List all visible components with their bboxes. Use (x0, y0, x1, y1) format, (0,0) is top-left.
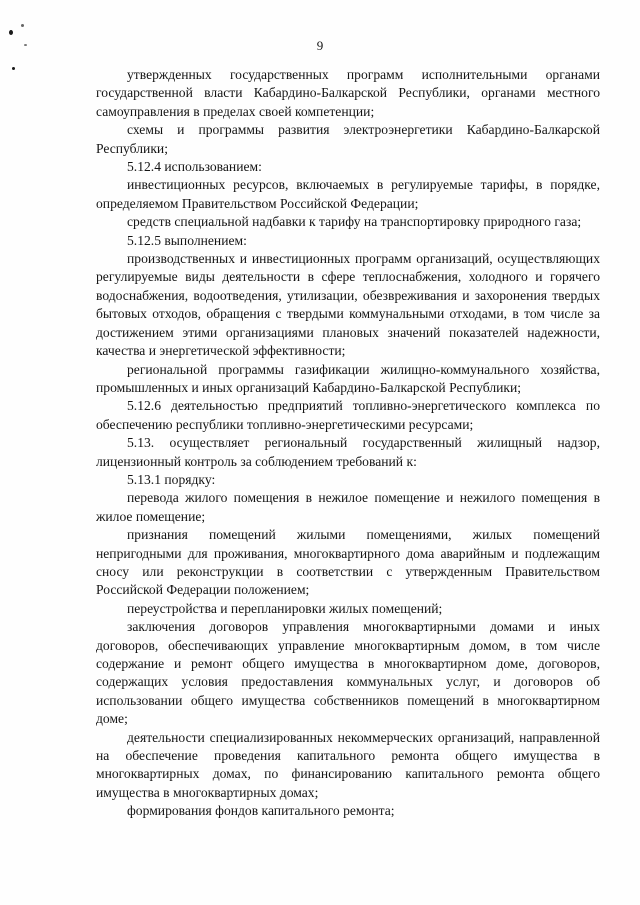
paragraph: утвержденных государственных программ исполнительными органами государственной власти Кабардино-Балкарской Республики, органами местного самоуправления в пределах своей компетенции; (96, 67, 600, 119)
scan-artifact-dot (21, 24, 24, 27)
document-body (96, 66, 600, 821)
paragraph: перевода жилого помещения в нежилое помещение и нежилого помещения в жилое помещение; (96, 490, 600, 524)
paragraph: 5.12.5 выполнением: (127, 232, 247, 248)
paragraph: 5.13.1 порядку: (127, 471, 216, 487)
paragraph: региональной программы газификации жилищно-коммунального хозяйства, промышленных и иных организаций Кабардино-Балкарской Республики; (96, 361, 600, 395)
paragraph: производственных и инвестиционных программ организаций, осуществляющих регулируемые виды деятельности в сфере теплоснабжения, холодного и горячего водоснабжения, водоотведения, утилизации, обезвреживания и захоронения твердых бытовых отходов, обращения с твердыми коммунальными отходами, в том числе за достижением этими организациями плановых значений показателей надежности, качества и энергетической эффективности; (96, 251, 600, 359)
paragraph: переустройства и перепланировки жилых помещений; (127, 600, 443, 616)
paragraph: 5.13. осуществляет региональный государственный жилищный надзор, лицензионный контроль за соблюдением требований к: (96, 435, 600, 469)
page-number: 9 (316, 38, 324, 53)
scan-artifact-dot (12, 67, 15, 70)
paragraph: средств специальной надбавки к тарифу на транспортировку природного газа; (127, 214, 582, 230)
paragraph: заключения договоров управления многоквартирными домами и иных договоров, обеспечивающих управление многоквартирным домом, в том числе содержание и ремонт общего имущества в многоквартирном доме, договоров, содержащих условия предоставления коммунальных услуг, и договоров об использовании общего имущества собственников помещений в многоквартирном доме; (96, 619, 600, 727)
paragraph: формирования фондов капитального ремонта; (127, 803, 395, 819)
paragraph: признания помещений жилыми помещениями, жилых помещений непригодными для проживания, многоквартирного дома аварийным и подлежащим сносу или реконструкции в соответствии с утвержденным Правительством Российской Федерации положением; (96, 527, 600, 598)
paragraph: деятельности специализированных некоммерческих организаций, направленной на обеспечение проведения капитального ремонта общего имущества в многоквартирных домах, по финансированию капитального ремонта общего имущества в многоквартирных домах; (96, 729, 600, 800)
paragraph: 5.12.6 деятельностью предприятий топливно-энергетического комплекса по обеспечению республики топливно-энергетическими ресурсами; (96, 398, 600, 432)
scan-artifact-dot (9, 30, 13, 35)
paragraph: инвестиционных ресурсов, включаемых в регулируемые тарифы, в порядке, определяемом Правительством Российской Федерации; (96, 177, 600, 211)
paragraph: 5.12.4 использованием: (127, 159, 262, 175)
paragraph: схемы и программы развития электроэнергетики Кабардино-Балкарской Республики; (96, 122, 600, 156)
